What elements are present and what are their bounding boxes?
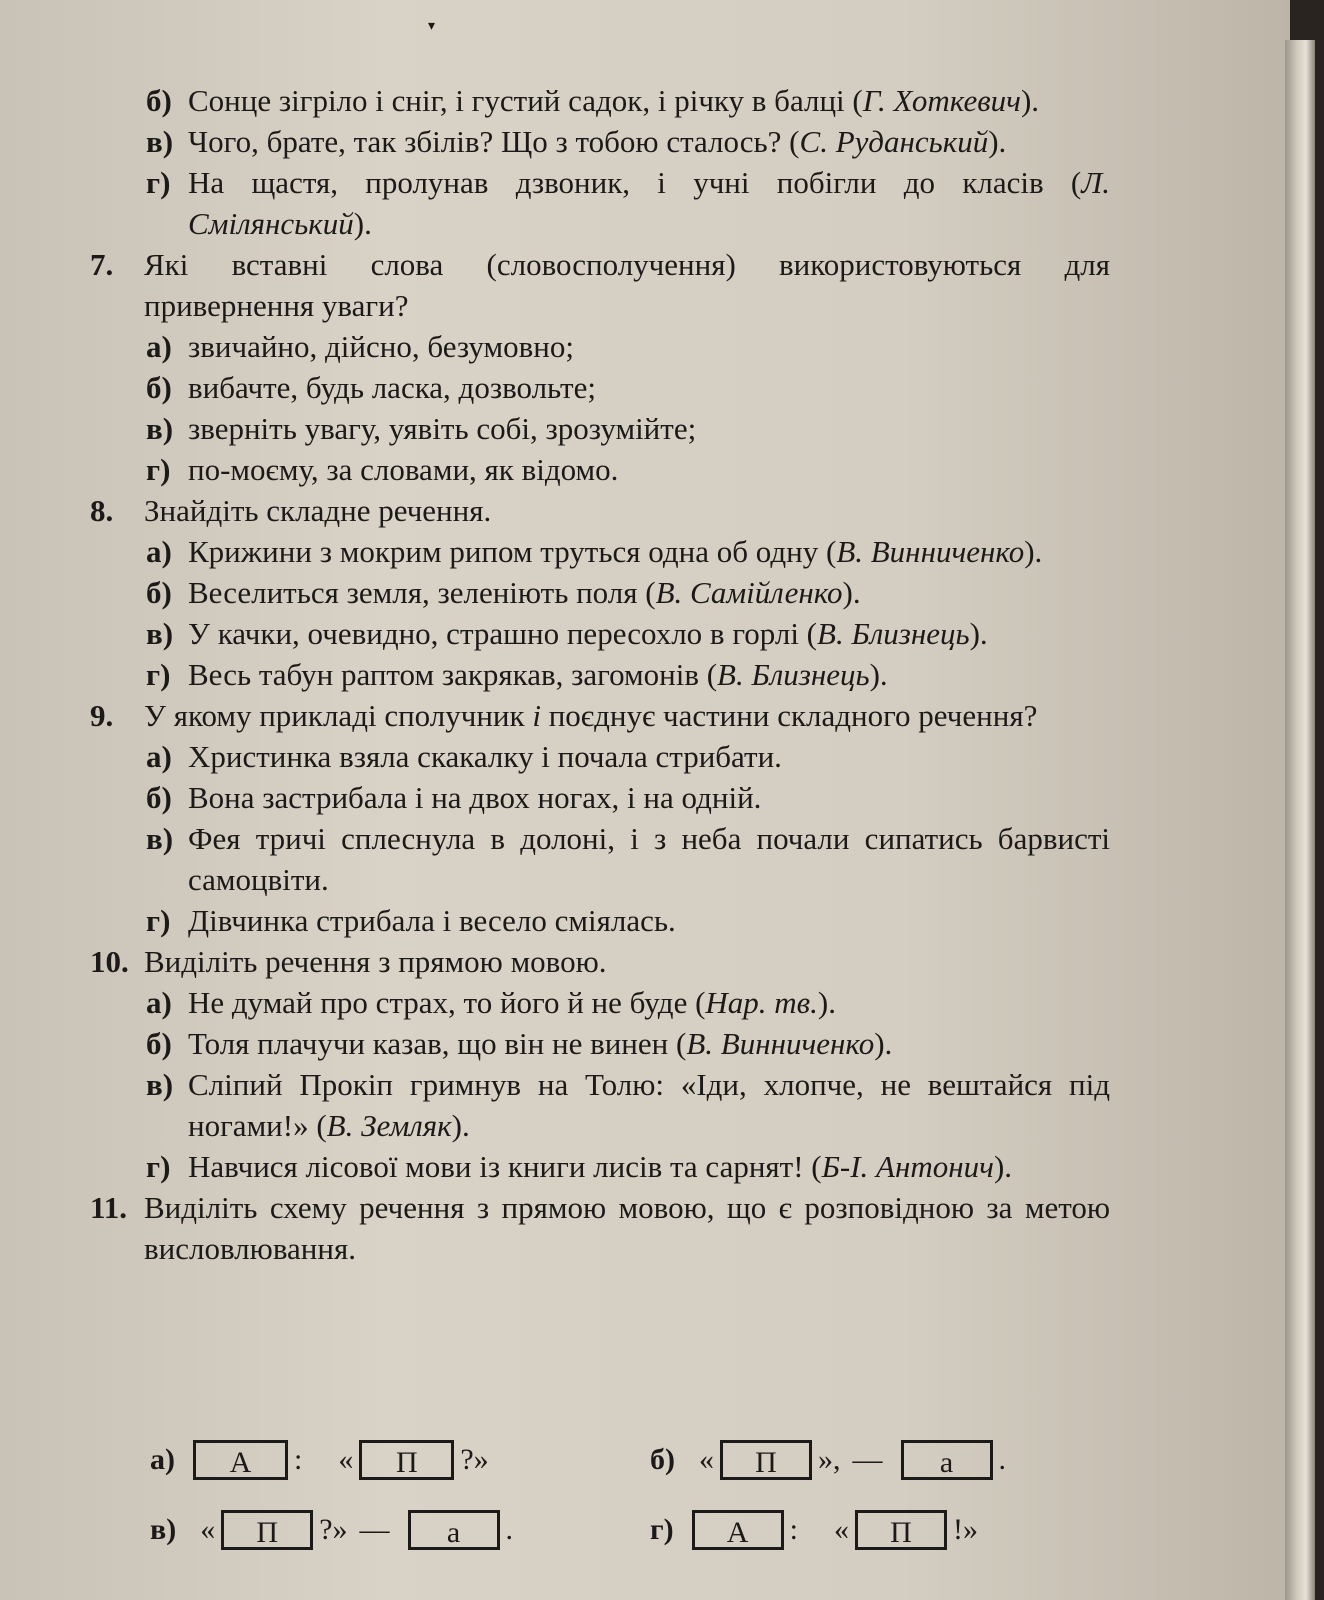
- q10-option-b: б) Толя плачучи казав, що він не винен (В. Винниченко).: [146, 1026, 893, 1061]
- page-edge: [1285, 40, 1315, 1600]
- q9-option-b: б) Вона застрибала і на двох ногах, і на одній.: [146, 780, 762, 815]
- question-number: 11.: [90, 1190, 128, 1225]
- q7-option-g: г) по-моєму, за словами, як відомо.: [146, 452, 619, 487]
- scheme-box: П: [359, 1440, 454, 1480]
- question-number: 10.: [90, 944, 129, 979]
- question-number: 8.: [90, 493, 114, 528]
- q8-option-a: а) Крижини з мокрим рипом труться одна об одну (В. Винниченко).: [146, 534, 1043, 569]
- question-number: 7.: [90, 247, 114, 282]
- sentence-schemes: [150, 1440, 1050, 1590]
- scheme-v: в) « П ?» — а .: [150, 1510, 519, 1550]
- question-9: [90, 695, 1110, 941]
- scheme-g: г) А : « П !»: [650, 1510, 984, 1550]
- q10-option-a: а) Не думай про страх, то його й не буде (Нар. тв.).: [146, 985, 836, 1020]
- page-content: [90, 80, 1110, 1269]
- question-text: У якому прикладі сполучник і поєднує частини складного речення?: [144, 698, 1038, 733]
- q8-option-g: г) Весь табун раптом закрякав, загомонів (В. Близнець).: [146, 657, 888, 692]
- scheme-box: а: [901, 1440, 993, 1480]
- print-mark: ▾: [428, 19, 436, 34]
- question-10: [90, 941, 1110, 1187]
- question-text: Виділіть схему речення з прямою мовою, що є розповідною за метою висловлювання.: [144, 1190, 1110, 1266]
- q9-option-v: в) Фея тричі сплеснула в долоні, і з неба почали сипатись барвисті самоцвіти.: [146, 821, 1110, 897]
- q6-option-b: б) Сонце зігріло і сніг, і густий садок, і річку в балці (Г. Хоткевич).: [146, 83, 1040, 118]
- scheme-box: а: [408, 1510, 500, 1550]
- question-11: [90, 1187, 1110, 1269]
- q6-option-g: г) На щастя, пролунав дзвоник, і учні побігли до класів (Л. Смілянський).: [146, 165, 1110, 241]
- question-8: [90, 490, 1110, 695]
- q9-option-a: а) Христинка взяла скакалку і почала стрибати.: [146, 739, 782, 774]
- scheme-box: А: [692, 1510, 784, 1550]
- q10-option-v: в) Сліпий Прокіп гримнув на Толю: «Іди, хлопче, не вештайся під ногами!» (В. Земляк).: [146, 1067, 1110, 1143]
- question-text: Виділіть речення з прямою мовою.: [144, 944, 607, 979]
- q7-option-v: в) зверніть увагу, уявіть собі, зрозумійте;: [146, 411, 697, 446]
- q7-option-a: а) звичайно, дійсно, безумовно;: [146, 329, 574, 364]
- scheme-box: П: [720, 1440, 812, 1480]
- q6-option-v: в) Чого, брате, так збілів? Що з тобою сталось? (С. Руданський).: [146, 124, 1007, 159]
- q9-option-g: г) Дівчинка стрибала і весело сміялась.: [146, 903, 676, 938]
- question-text: Які вставні слова (словосполучення) використовуються для привернення уваги?: [144, 247, 1110, 323]
- question-number: 9.: [90, 698, 114, 733]
- q8-option-v: в) У качки, очевидно, страшно пересохло в горлі (В. Близнець).: [146, 616, 988, 651]
- q8-option-b: б) Веселиться земля, зеленіють поля (В. Самійленко).: [146, 575, 861, 610]
- scheme-b: б) « П », — а .: [650, 1440, 1012, 1480]
- q10-option-g: г) Навчися лісової мови із книги лисів та сарнят! (Б-І. Антонич).: [146, 1149, 1013, 1184]
- scheme-a: а) А : « П ?»: [150, 1440, 495, 1480]
- scheme-box: А: [193, 1440, 288, 1480]
- question-7: [90, 244, 1110, 490]
- scheme-box: П: [221, 1510, 313, 1550]
- question-text: Знайдіть складне речення.: [144, 493, 492, 528]
- q7-option-b: б) вибачте, будь ласка, дозвольте;: [146, 370, 596, 405]
- scheme-box: П: [855, 1510, 947, 1550]
